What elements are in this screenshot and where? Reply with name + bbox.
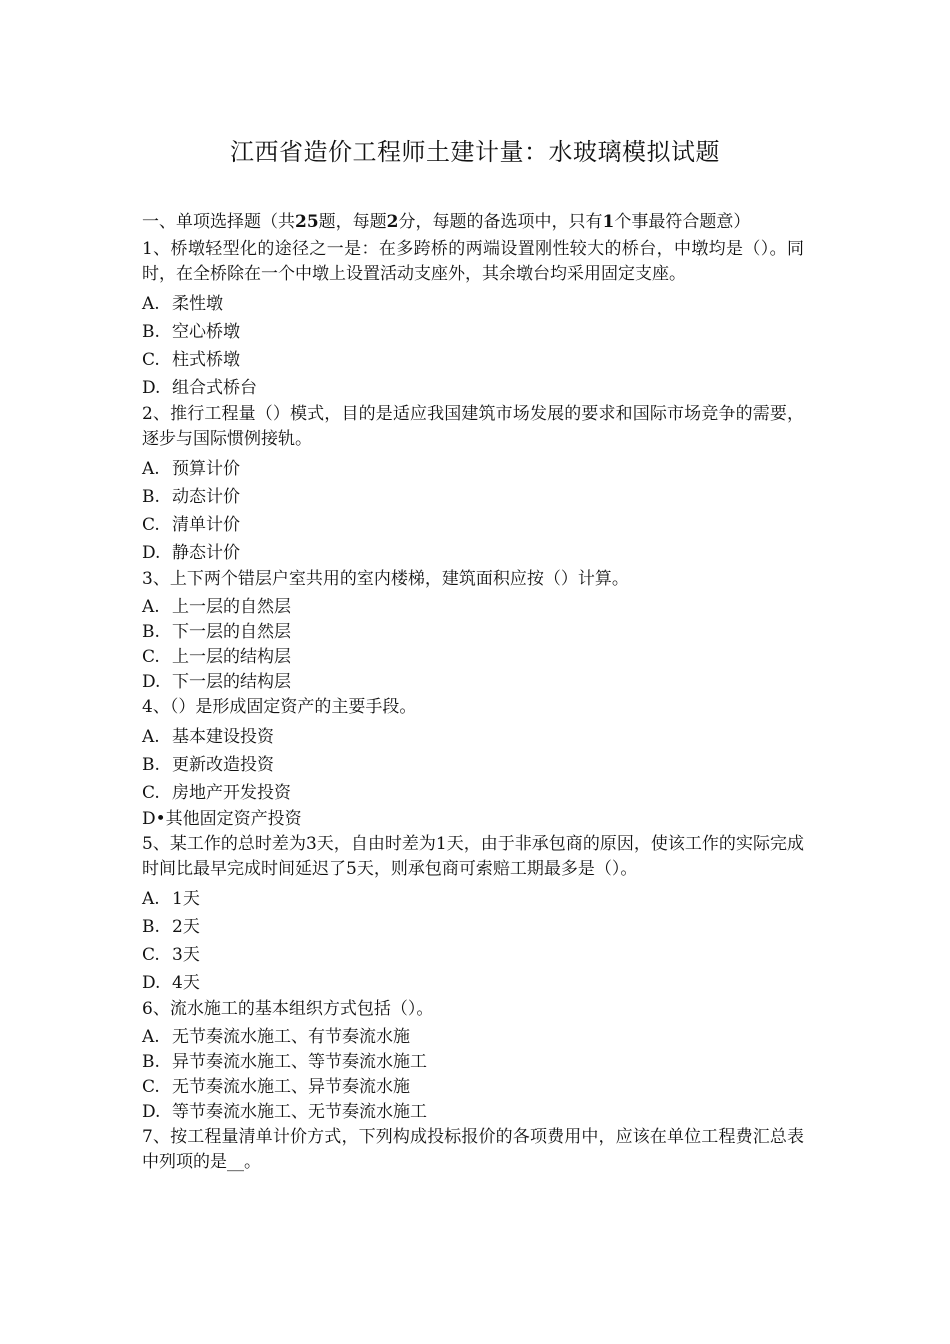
option-d: D. 下一层的结构层 — [142, 672, 291, 692]
question-text: 7、按工程量清单计价方式，下列构成投标报价的各项费用中，应该在单位工程费汇总表中列项的是__。 — [142, 1127, 804, 1172]
option-a: A. 1天 — [142, 889, 200, 909]
option-c: C. 房地产开发投资 — [142, 783, 291, 803]
option-d: D•其他固定资产投资 — [142, 809, 302, 829]
question-6 — [142, 997, 804, 1125]
option-d: D. 等节奏流水施工、无节奏流水施工 — [142, 1102, 427, 1122]
document-body — [142, 210, 804, 1178]
question-text: 5、某工作的总时差为3天，自由时差为1天，由于非承包商的原因，使该工作的实际完成时间比最早完成时间延迟了5天，则承包商可索赔工期最多是（）。 — [142, 834, 804, 879]
option-c: C. 上一层的结构层 — [142, 647, 291, 667]
option-b: B. 2天 — [142, 917, 200, 937]
option-d: D. 静态计价 — [142, 543, 240, 563]
option-a: A. 基本建设投资 — [142, 727, 274, 747]
option-c: C. 3天 — [142, 945, 200, 965]
option-c: C. 无节奏流水施工、异节奏流水施 — [142, 1077, 410, 1097]
question-text: 4、（）是形成固定资产的主要手段。 — [142, 697, 417, 717]
option-b: B. 更新改造投资 — [142, 755, 274, 775]
option-a: A. 柔性墩 — [142, 294, 223, 314]
question-4 — [142, 695, 804, 832]
option-d: D. 组合式桥台 — [142, 378, 257, 398]
question-text: 1、桥墩轻型化的途径之一是：在多跨桥的两端设置刚性较大的桥台，中墩均是（）。同时，在全桥除在一个中墩上设置活动支座外，其余墩台均采用固定支座。 — [142, 239, 804, 284]
question-3 — [142, 567, 804, 695]
option-a: A. 上一层的自然层 — [142, 597, 291, 617]
question-count: 25 — [295, 212, 319, 232]
option-b: B. 异节奏流水施工、等节奏流水施工 — [142, 1052, 427, 1072]
section-heading-text: 题，每题 — [318, 212, 387, 232]
section-heading — [142, 210, 804, 235]
option-a: A. 预算计价 — [142, 459, 240, 479]
question-text: 3、上下两个错层户室共用的室内楼梯，建筑面积应按（）计算。 — [142, 569, 629, 589]
option-c: C. 柱式桥墩 — [142, 350, 240, 370]
option-b: B. 下一层的自然层 — [142, 622, 291, 642]
question-2 — [142, 402, 804, 567]
option-b: B. 动态计价 — [142, 487, 240, 507]
option-d: D. 4天 — [142, 973, 200, 993]
correct-answer-count: 1 — [602, 212, 615, 232]
option-a: A. 无节奏流水施工、有节奏流水施 — [142, 1027, 410, 1047]
question-5 — [142, 832, 804, 997]
section-heading-text: 分，每题的备选项中，只有 — [398, 212, 603, 232]
section-heading-text: 个事最符合题意） — [614, 212, 751, 232]
question-text: 2、推行工程量（）模式，目的是适应我国建筑市场发展的要求和国际市场竞争的需要，逐步与国际惯例接轨。 — [142, 404, 804, 449]
option-b: B. 空心桥墩 — [142, 322, 240, 342]
points-per-question: 2 — [386, 212, 399, 232]
option-c: C. 清单计价 — [142, 515, 240, 535]
question-1 — [142, 237, 804, 402]
document-title: 江西省造价工程师土建计量：水玻璃模拟试题 — [230, 138, 720, 166]
question-7 — [142, 1125, 804, 1175]
section-heading-text: 一、单项选择题（共 — [142, 212, 295, 232]
question-text: 6、流水施工的基本组织方式包括（）。 — [142, 999, 434, 1019]
